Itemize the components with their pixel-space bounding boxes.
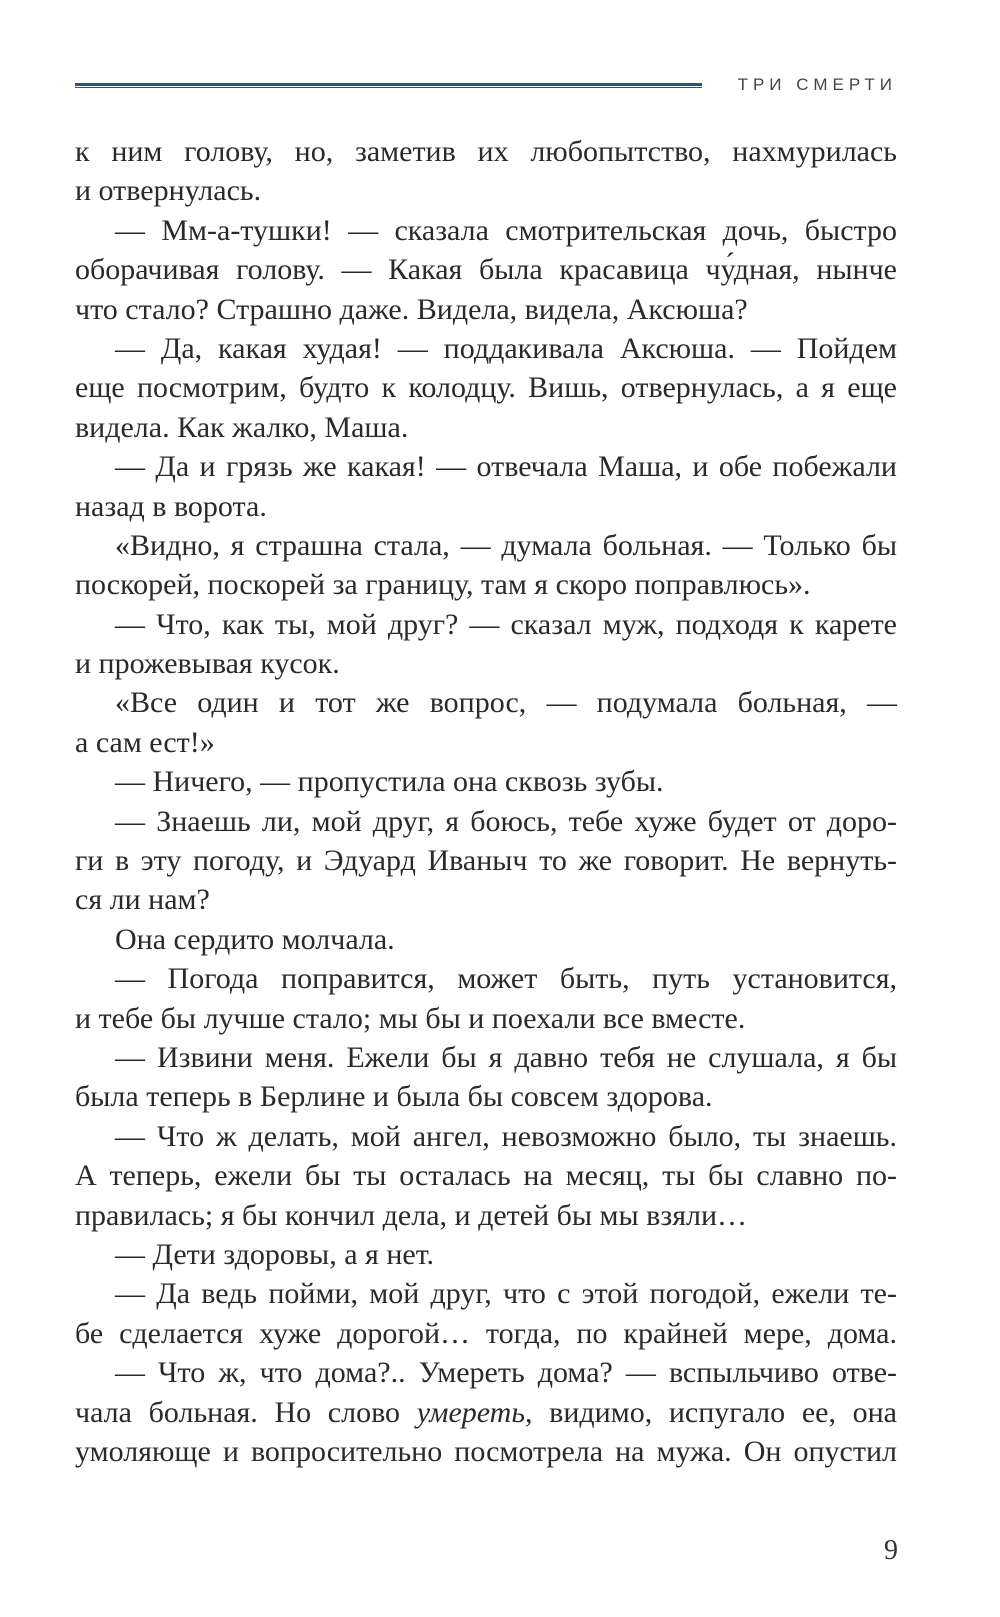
text-line: бе сделается хуже дорогой… тогда, по крайней мере, дома. bbox=[75, 1316, 897, 1350]
header-rule bbox=[75, 83, 702, 88]
text-line: — Дети здоровы, а я нет. bbox=[115, 1237, 435, 1271]
text-line: и тебе бы лучше стало; мы бы и поехали все вместе. bbox=[75, 1001, 746, 1035]
text-line: и прожевывая кусок. bbox=[75, 647, 340, 681]
text-line: поскорей, поскорей за границу, там я скоро поправлюсь». bbox=[75, 568, 811, 602]
text-line: ся ли нам? bbox=[75, 883, 210, 917]
text-line: правилась; я бы кончил дела, и детей бы мы взяли… bbox=[75, 1198, 748, 1232]
text-line: что стало? Страшно даже. Видела, видела, Аксюша? bbox=[75, 292, 748, 326]
text-line: была теперь в Берлине и была бы совсем здорова. bbox=[75, 1080, 713, 1114]
text-line: «Видно, я страшна стала, — думала больная. — Только бы bbox=[115, 528, 897, 562]
text-line: умоляюще и вопросительно посмотрела на мужа. Он опустил bbox=[75, 1434, 897, 1468]
text-line: «Все один и тот же вопрос, — подумала больная, — bbox=[115, 686, 897, 720]
page-number: 9 bbox=[884, 1535, 898, 1566]
text-line: Она сердито молчала. bbox=[115, 922, 395, 956]
text-segment: , видимо, испугало ее, она bbox=[525, 1395, 897, 1429]
text-line: а сам ест!» bbox=[75, 725, 215, 759]
text-line: — Да ведь пойми, мой друг, что с этой погодой, ежели те- bbox=[115, 1277, 897, 1311]
text-line: — Ничего, — пропустила она сквозь зубы. bbox=[115, 765, 664, 799]
text-line: А теперь, ежели бы ты осталась на месяц, ты бы славно по- bbox=[75, 1159, 897, 1193]
text-line: — Извини меня. Ежели бы я давно тебя не слушала, я бы bbox=[115, 1040, 897, 1074]
text-line: — Что ж, что дома?.. Умереть дома? — вспыльчиво отве- bbox=[115, 1356, 897, 1390]
text-line: назад в ворота. bbox=[75, 489, 267, 523]
running-title: ТРИ СМЕРТИ bbox=[737, 75, 897, 94]
text-line: оборачивая голову. — Какая была красавица чу́дная, нынче bbox=[75, 253, 897, 287]
text-line: еще посмотрим, будто к колодцу. Вишь, отвернулась, а я еще bbox=[75, 371, 897, 405]
text-line: — Знаешь ли, мой друг, я боюсь, тебе хуже будет от доро- bbox=[115, 804, 897, 838]
emphasized-word: умереть bbox=[416, 1395, 526, 1429]
running-header bbox=[75, 70, 897, 100]
text-line: — Да, какая худая! — поддакивала Аксюша. — Пойдем bbox=[115, 331, 897, 365]
text-line: — Да и грязь же какая! — отвечала Маша, и обе побежали bbox=[115, 450, 897, 484]
text-line: — Что ж делать, мой ангел, невозможно было, ты знаешь. bbox=[115, 1119, 897, 1153]
text-line: — Мм-а-тушки! — сказала смотрительская дочь, быстро bbox=[115, 213, 897, 247]
body-text bbox=[75, 132, 897, 1471]
text-segment: чала больная. Но слово bbox=[75, 1395, 417, 1429]
text-line: — Погода поправится, может быть, путь установится, bbox=[115, 962, 897, 996]
text-line: ги в эту погоду, и Эдуард Иваныч то же говорит. Не вернуть- bbox=[75, 844, 897, 878]
text-line: и отвернулась. bbox=[75, 174, 262, 208]
text-line: видела. Как жалко, Маша. bbox=[75, 410, 409, 444]
text-line: — Что, как ты, мой друг? — сказал муж, подходя к карете bbox=[115, 607, 897, 641]
text-line bbox=[75, 1393, 897, 1432]
text-line: к ним голову, но, заметив их любопытство, нахмурилась bbox=[75, 135, 897, 168]
